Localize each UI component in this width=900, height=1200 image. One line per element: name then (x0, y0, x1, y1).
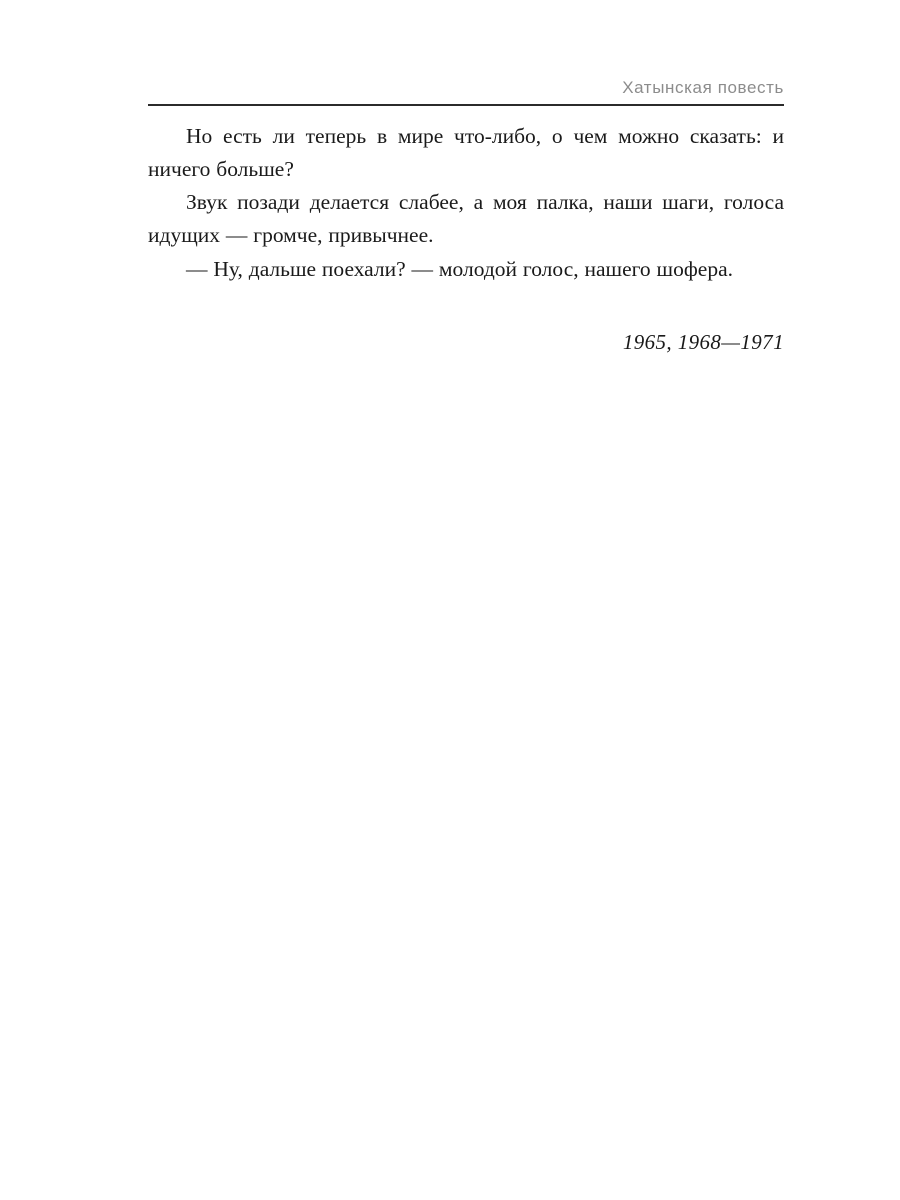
paragraph: Звук позади делается слабее, а моя палка, наши шаги, голоса идущих — громче, привычнее. (148, 190, 784, 248)
header-divider (148, 104, 784, 106)
paragraph: Но есть ли теперь в мире что-либо, о чем можно сказать: и ничего больше? (148, 124, 784, 181)
body-text (148, 120, 784, 286)
running-title: Хатынская повесть (622, 78, 784, 97)
dateline: 1965, 1968—1971 (622, 330, 784, 354)
page-header (148, 78, 784, 106)
paragraph: — Ну, дальше поехали? — молодой голос, нашего шофера. (186, 256, 733, 281)
